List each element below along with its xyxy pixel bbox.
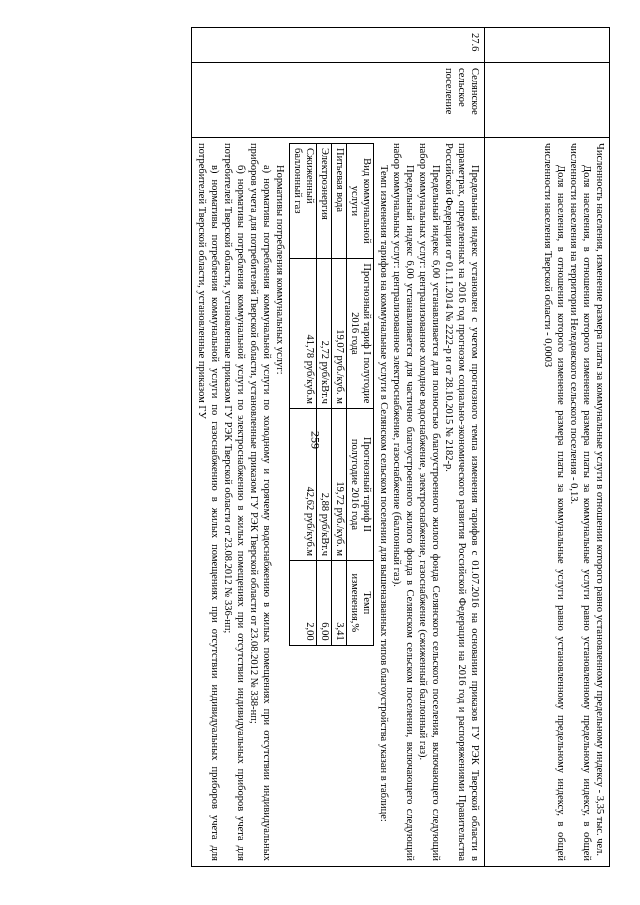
change-rate: 3,41 [332, 561, 347, 646]
paragraph: Предельный индекс 6,00 устанавливается для полностью благоустроенного жилого фонда Селянского сельского поселения, включающего следующий набор коммунальных услуг: централизованное холодное водоснабжение, электроснабжение, газоснабжение (сжиженный баллонный газ). [417, 143, 441, 861]
change-rate: 2,00 [290, 561, 317, 646]
main-table [191, 27, 610, 867]
paragraph: Доля населения, в отношении которого изменение размера платы за коммунальные услуги равно установленному предельному индексу, в общей численности населения Тверской области - 0,0003 [542, 143, 566, 861]
service-name: Сжиженный баллонный газ [290, 144, 317, 259]
tariff-h1: 19,07 руб./куб. м [332, 258, 347, 408]
column-header: Темп изменения,% [347, 561, 374, 646]
content-cell [192, 138, 485, 867]
tariff-table-row [332, 144, 347, 646]
paragraph: Темп изменения тарифов на коммунальные услуги в Селянском сельском поселении для вышеназванных типов благоустройства указан в таблице: [378, 165, 389, 822]
paragraph: Предельный индекс установлен с учетом прогнозного темпа изменения тарифов с 01.07.2016 на основании приказов ГУ РЭК Тверской области в параметрах, определенных на 2016 год прогнозом социально-экономического развития Российской Федерации на 2016 год и распоряжениями Правительства Российской Федерации от 01.11.2014 № 2222-р и от 28.10.2015 № 2182-р. [443, 143, 480, 861]
column-header: Прогнозный тариф I полугодие 2016 года [347, 258, 374, 408]
service-name: Питьевая вода [332, 144, 347, 259]
service-name: Электроэнергия [317, 144, 332, 259]
column-header: Прогнозный тариф II полугодие 2016 года [347, 408, 374, 560]
tariff-h2: 2,88 руб/кВт.ч [317, 408, 332, 560]
row-name-cell-empty [485, 63, 610, 138]
table-row [485, 28, 610, 867]
paragraph: Нормативы потребления коммунальных услуг: [274, 165, 285, 375]
tariff-table-header-row [347, 144, 374, 646]
tariff-table [289, 143, 374, 646]
tariff-h2: 19,72 руб./куб. м [332, 408, 347, 560]
tariff-h1: 2,72 руб/кВт.ч [317, 258, 332, 408]
row-number: 27.6 [192, 28, 485, 63]
paragraph: Численность населения, изменение размера платы за коммунальные услуги в отношении которого равно установленному предельному индексу - 3,35 тыс. чел. [594, 143, 605, 857]
settlement-name: Селянское сельское поселение [192, 63, 485, 138]
rotated-page-content [50, 15, 610, 885]
table-row [192, 28, 485, 867]
paragraph: Предельный индекс 6,00 устанавливается для частично благоустроенного жилого фонда в Селянском сельском поселении, включающего следующий набор коммунальных услуг: централизованное электроснабжение, газоснабжение (баллонный газ). [391, 143, 415, 861]
paragraph: а) нормативы потребления коммунальной услуги по холодному и горячему водоснабжению в жилых помещениях при отсутствии индивидуальных приборов учета для потребителей Тверской области, установленные приказом ГУ РЭК Тверской области от 23.08.2012 № 338-нп; [248, 143, 272, 861]
tariff-table-row [290, 144, 317, 646]
paragraph: б) нормативы потребления коммунальной услуги по электроснабжению в жилых помещениях при отсутствии индивидуальных приборов учета для потребителей Тверской области, установленные приказом ГУ РЭК Тверской области от 23.08.2012 № 336-нп; [222, 143, 246, 861]
column-header: Вид коммунальной услуги [347, 144, 374, 259]
tariff-h2: 42,62 руб/куб.м [290, 408, 317, 560]
row-number-cell-empty [485, 28, 610, 63]
top-content-cell [485, 138, 610, 867]
page-number: 259 [308, 431, 323, 449]
tariff-table-row [317, 144, 332, 646]
change-rate: 6,00 [317, 561, 332, 646]
paragraph: в) нормативы потребления коммунальной услуги по газоснабжению в жилых помещениях при отсутствии индивидуальных приборов учета для потребителей Тверской области, установленные приказом ГУ [196, 143, 220, 861]
paragraph: Доля населения, в отношении которого изменение размера платы за коммунальные услуги равно установленному предельному индексу, в общей численности населения на территории Неледовского сельского поселения - 0,13. [568, 143, 592, 861]
tariff-h1: 41,78 руб/куб.м [290, 258, 317, 408]
